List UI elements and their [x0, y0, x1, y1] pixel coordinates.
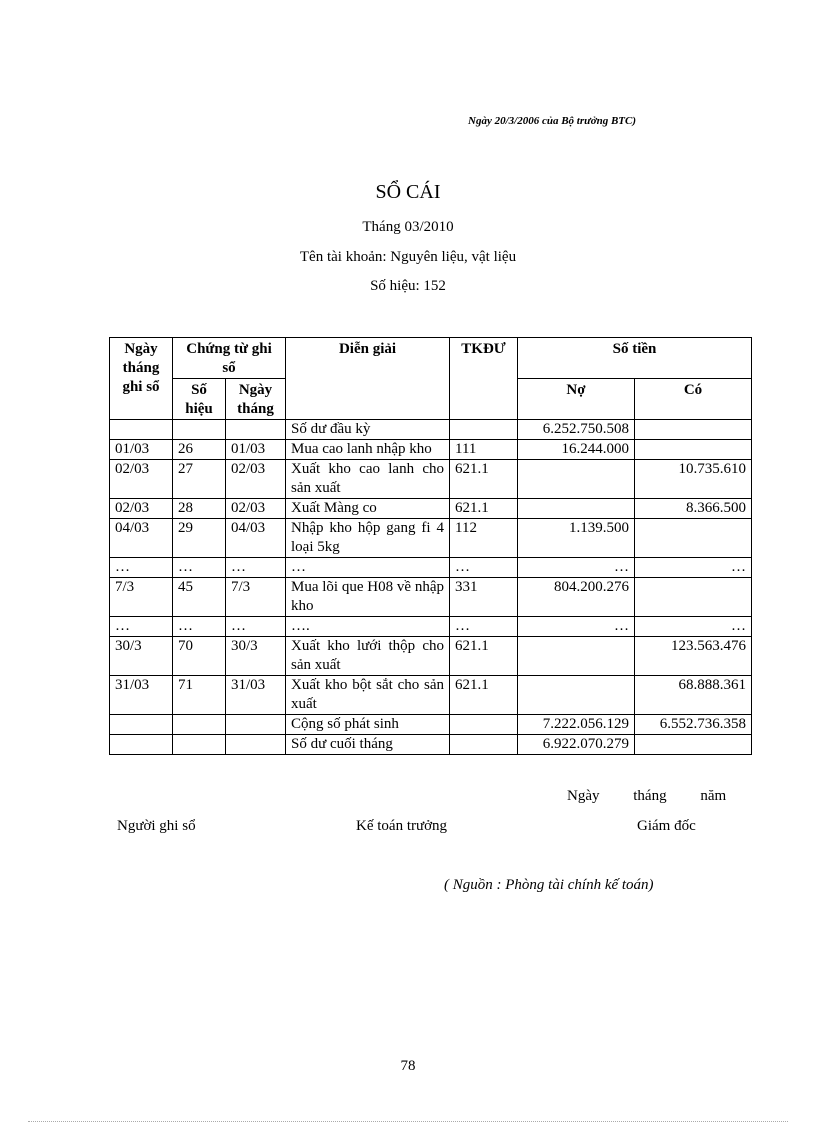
cell-voucher-no [173, 735, 226, 755]
cell-credit [635, 519, 752, 558]
cell-date: 7/3 [110, 578, 173, 617]
cell-date: … [110, 617, 173, 637]
header-voucher: Chứng từ ghi sổ [173, 338, 286, 379]
cell-debit [518, 499, 635, 519]
cell-voucher-no: 70 [173, 637, 226, 676]
cell-credit: … [635, 617, 752, 637]
cell-voucher-date: 30/3 [226, 637, 286, 676]
cell-description: Số dư đầu kỳ [286, 420, 450, 440]
cell-debit: … [518, 558, 635, 578]
cell-voucher-date: … [226, 558, 286, 578]
cell-voucher-no: 28 [173, 499, 226, 519]
cell-debit: 1.139.500 [518, 519, 635, 558]
cell-credit [635, 420, 752, 440]
header-credit: Có [635, 379, 752, 420]
table-row [110, 735, 752, 755]
signer-recorder: Người ghi sổ [117, 818, 196, 834]
cell-date [110, 715, 173, 735]
cell-description: Mua lõi que H08 về nhập kho [286, 578, 450, 617]
cell-voucher-no: 26 [173, 440, 226, 460]
ledger-header [110, 338, 752, 420]
cell-date: … [110, 558, 173, 578]
header-account: TKĐƯ [450, 338, 518, 420]
cell-voucher-date [226, 420, 286, 440]
cell-voucher-no [173, 420, 226, 440]
ledger-month: Tháng 03/2010 [362, 219, 454, 235]
cell-credit [635, 578, 752, 617]
cell-debit [518, 676, 635, 715]
header-voucher-no: Số hiệu [173, 379, 226, 420]
table-row [110, 420, 752, 440]
cell-date: 02/03 [110, 499, 173, 519]
cell-date [110, 735, 173, 755]
cell-account: 331 [450, 578, 518, 617]
table-row [110, 617, 752, 637]
table-row [110, 460, 752, 499]
cell-voucher-no: 27 [173, 460, 226, 499]
cell-account: … [450, 617, 518, 637]
cell-account [450, 420, 518, 440]
cell-date [110, 420, 173, 440]
cell-description: …. [286, 617, 450, 637]
header-debit: Nợ [518, 379, 635, 420]
signer-chief-accountant: Kế toán trưởng [356, 818, 448, 834]
cell-account [450, 715, 518, 735]
cell-voucher-date: 7/3 [226, 578, 286, 617]
cell-debit: 6.252.750.508 [518, 420, 635, 440]
cell-account: 111 [450, 440, 518, 460]
ledger-body [110, 420, 752, 755]
cell-date: 01/03 [110, 440, 173, 460]
table-row [110, 715, 752, 735]
account-name: Tên tài khoản: Nguyên liệu, vật liệu [299, 249, 517, 265]
cell-voucher-no: 71 [173, 676, 226, 715]
table-row [110, 676, 752, 715]
cell-debit: 6.922.070.279 [518, 735, 635, 755]
cell-voucher-date [226, 715, 286, 735]
cell-voucher-no: 45 [173, 578, 226, 617]
cell-credit [635, 440, 752, 460]
cell-account [450, 735, 518, 755]
table-row [110, 558, 752, 578]
cell-description: Xuất kho cao lanh cho sản xuất [286, 460, 450, 499]
signer-director: Giám đốc [637, 818, 696, 834]
page-bottom-rule [28, 1121, 788, 1122]
cell-debit: 16.244.000 [518, 440, 635, 460]
cell-credit: 10.735.610 [635, 460, 752, 499]
cell-voucher-no: 29 [173, 519, 226, 558]
cell-date: 31/03 [110, 676, 173, 715]
cell-account: 621.1 [450, 676, 518, 715]
regulation-reference: Ngày 20/3/2006 của Bộ trưởng BTC) [468, 115, 637, 127]
table-row [110, 499, 752, 519]
cell-date: 04/03 [110, 519, 173, 558]
cell-debit [518, 637, 635, 676]
ledger-table [109, 337, 752, 755]
table-row [110, 578, 752, 617]
cell-voucher-no [173, 715, 226, 735]
cell-description: Mua cao lanh nhập kho [286, 440, 450, 460]
cell-credit: … [635, 558, 752, 578]
cell-account: 621.1 [450, 460, 518, 499]
source-note: ( Nguồn : Phòng tài chính kế toán) [444, 877, 654, 893]
cell-voucher-date: 01/03 [226, 440, 286, 460]
cell-credit: 68.888.361 [635, 676, 752, 715]
signature-dateline: Ngày tháng năm [567, 788, 727, 804]
page-title: SỔ CÁI [375, 181, 441, 203]
page-number: 78 [400, 1058, 416, 1074]
header-voucher-date: Ngày tháng [226, 379, 286, 420]
account-number: Số hiệu: 152 [370, 278, 446, 294]
cell-description: Số dư cuối tháng [286, 735, 450, 755]
cell-voucher-date [226, 735, 286, 755]
cell-description: Xuất kho bột sắt cho sản xuất [286, 676, 450, 715]
cell-voucher-date: 31/03 [226, 676, 286, 715]
cell-credit: 6.552.736.358 [635, 715, 752, 735]
cell-credit: 123.563.476 [635, 637, 752, 676]
header-description: Diễn giải [286, 338, 450, 420]
table-row [110, 440, 752, 460]
cell-debit: … [518, 617, 635, 637]
cell-account: 112 [450, 519, 518, 558]
cell-voucher-date: 02/03 [226, 499, 286, 519]
cell-date: 30/3 [110, 637, 173, 676]
cell-credit: 8.366.500 [635, 499, 752, 519]
cell-credit [635, 735, 752, 755]
cell-debit [518, 460, 635, 499]
cell-debit: 7.222.056.129 [518, 715, 635, 735]
cell-voucher-date: … [226, 617, 286, 637]
header-amount: Số tiền [518, 338, 752, 379]
cell-account: 621.1 [450, 637, 518, 676]
cell-voucher-date: 02/03 [226, 460, 286, 499]
cell-voucher-no: … [173, 558, 226, 578]
cell-description: Xuất Màng co [286, 499, 450, 519]
cell-description: Nhập kho hộp gang fi 4 loại 5kg [286, 519, 450, 558]
header-date: Ngày tháng ghi sổ [110, 338, 173, 420]
cell-description: … [286, 558, 450, 578]
cell-debit: 804.200.276 [518, 578, 635, 617]
cell-voucher-date: 04/03 [226, 519, 286, 558]
cell-voucher-no: … [173, 617, 226, 637]
cell-date: 02/03 [110, 460, 173, 499]
cell-account: … [450, 558, 518, 578]
cell-account: 621.1 [450, 499, 518, 519]
table-row [110, 519, 752, 558]
cell-description: Xuất kho lưới thộp cho sản xuất [286, 637, 450, 676]
table-row [110, 637, 752, 676]
cell-description: Cộng số phát sinh [286, 715, 450, 735]
